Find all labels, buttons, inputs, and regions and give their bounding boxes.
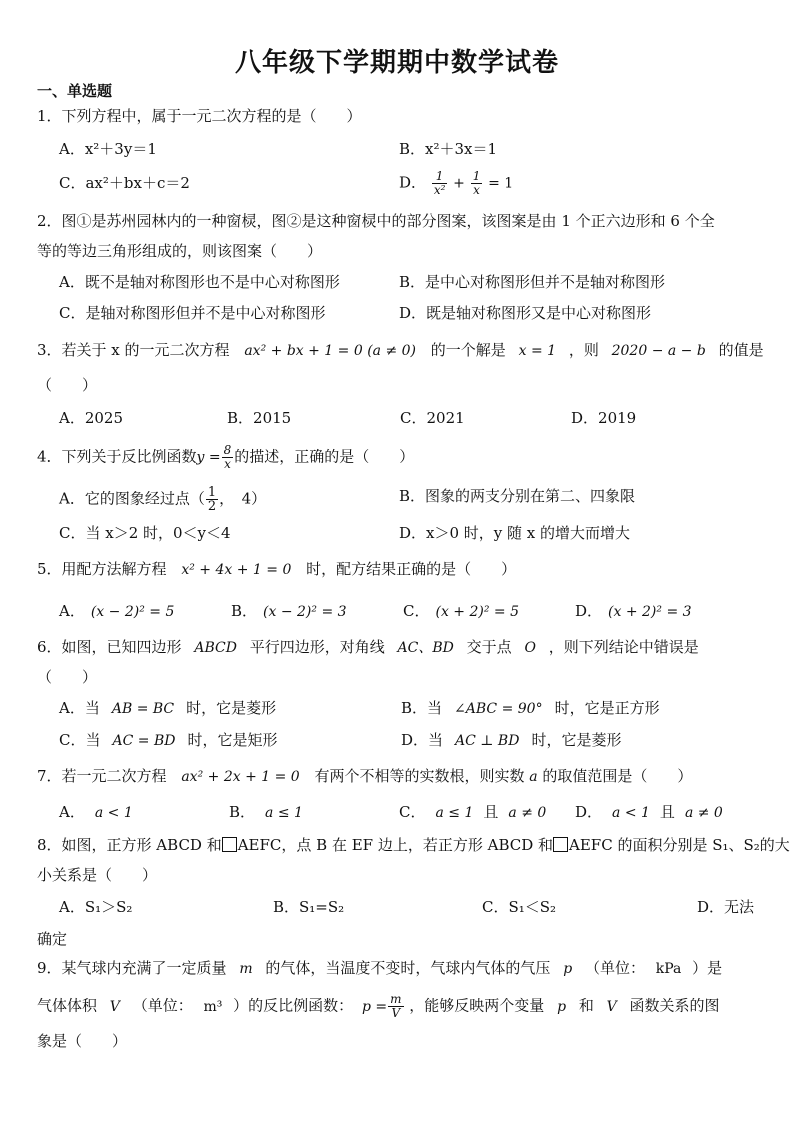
q1-d-f2-num: 1 — [472, 169, 481, 183]
q9-text-2: 的气体，当温度不变时，气球内气体的气压 — [265, 959, 551, 977]
q7-c-join: 且 — [483, 803, 499, 821]
q5-option-b[interactable] — [231, 601, 347, 622]
q6-acbd: AC、BD — [397, 640, 454, 656]
q2-option-a[interactable]: A．既不是轴对称图形也不是中心对称图形 — [59, 273, 340, 291]
q8-option-a[interactable]: A．S₁＞S₂ — [59, 898, 133, 916]
q4-f-den: x — [224, 457, 231, 471]
q7-d-label: D． — [575, 803, 603, 821]
q3-text-2: 的一个解是 — [430, 341, 506, 359]
q5-d-expr: (x + 2)² = 3 — [608, 604, 692, 620]
page-title: 八年级下学期期中数学试卷 — [234, 48, 559, 78]
q7-a-label: A． — [59, 803, 85, 821]
q4-text-2: 的描述，正确的是（ ） — [234, 447, 415, 466]
q9-f-den: V — [391, 1006, 401, 1020]
q6-b-label: B．当 — [401, 699, 443, 717]
q3-option-d[interactable]: D．2019 — [571, 409, 637, 427]
q5-b-label: B． — [231, 602, 258, 620]
q6-d-expr: AC ⊥ BD — [455, 733, 520, 749]
q4-func-lhs: y = — [196, 449, 221, 466]
q9-fraction — [388, 993, 403, 1020]
q3-option-a[interactable]: A．2025 — [59, 409, 124, 427]
q2-stem-line2: 等的等边三角形组成的，则该图案（ ） — [37, 242, 323, 260]
q3-paren: （ ） — [37, 376, 98, 394]
q6-a-expr: AB = BC — [111, 701, 175, 717]
q5-option-c[interactable] — [403, 601, 519, 622]
q7-option-d[interactable] — [575, 802, 723, 823]
q7-d-join: 且 — [659, 803, 675, 821]
q7-a: a — [529, 769, 538, 785]
q1-option-c[interactable]: C．ax²＋bx＋c＝2 — [59, 174, 190, 192]
q1-d-f1-num: 1 — [432, 170, 448, 184]
q9-stem-line1 — [37, 958, 722, 979]
q1-option-d[interactable] — [399, 170, 513, 197]
q4-option-d[interactable]: D．x＞0 时，y 随 x 的增大而增大 — [399, 524, 631, 542]
q7-b-label: B． — [229, 803, 256, 821]
q9-text-6: （单位： — [132, 996, 193, 1015]
q4-a-num: 1 — [207, 485, 217, 500]
q6-text-3: 交于点 — [466, 638, 512, 656]
q7-d-expr-2: a ≠ 0 — [684, 805, 723, 821]
q7-c-expr-1: a ≤ 1 — [435, 805, 474, 821]
q9-v: V — [109, 998, 120, 1015]
q8-text-1: 8．如图，正方形 ABCD 和 — [37, 836, 222, 854]
q1-d-tail: = 1 — [488, 175, 514, 192]
q6-d-tail: 时，它是菱形 — [531, 731, 622, 749]
q9-kpa: kPa — [655, 961, 682, 977]
q8-option-d[interactable]: D．无法 — [697, 898, 755, 916]
q5-text-2: 时，配方结果正确的是（ ） — [306, 560, 517, 578]
q9-text-5: 气体体积 — [37, 996, 98, 1015]
q4-a-fraction — [206, 486, 218, 513]
parallelogram-icon — [222, 837, 237, 852]
parallelogram-icon — [553, 837, 568, 852]
q9-stem-line2 — [37, 993, 720, 1020]
q6-c-label: C．当 — [59, 731, 101, 749]
q6-option-b[interactable] — [401, 698, 660, 719]
q8-option-b[interactable]: B．S₁=S₂ — [273, 898, 345, 916]
q1-d-plus: + — [453, 175, 465, 192]
q6-option-c[interactable] — [59, 730, 277, 751]
q6-text-4: ，则下列结论中错误是 — [548, 638, 699, 656]
q1-stem: 1．下列方程中，属于一元二次方程的是（ ） — [37, 107, 362, 125]
q9-m3: m³ — [203, 998, 223, 1015]
q9-text-8: ，能够反映两个变量 — [409, 996, 545, 1015]
q2-option-c[interactable]: C．是轴对称图形但并不是中心对称图形 — [59, 304, 326, 322]
q3-equation: ax² + bx + 1 = 0 (a ≠ 0) — [244, 343, 417, 359]
q9-text-10: 函数关系的图 — [629, 996, 720, 1015]
q6-text-2: 平行四边形，对角线 — [249, 638, 385, 656]
q1-option-b[interactable]: B．x²＋3x＝1 — [399, 140, 498, 158]
q9-text-4: ）是 — [692, 959, 723, 977]
q8-option-c[interactable]: C．S₁＜S₂ — [482, 898, 557, 916]
q6-option-a[interactable] — [59, 698, 276, 719]
q9-m: m — [239, 961, 253, 977]
q1-d-f2-den: x — [473, 183, 480, 197]
q1-d-fraction-2 — [471, 170, 483, 197]
q3-text-4: 的值是 — [718, 341, 764, 359]
q4-text-1: 4．下列关于反比例函数 — [37, 447, 197, 466]
q9-text-1: 9．某气球内充满了一定质量 — [37, 959, 227, 977]
q7-option-b[interactable] — [229, 802, 303, 823]
q9-p2: p — [557, 998, 567, 1015]
q8-option-d-cont: 确定 — [37, 930, 68, 948]
q6-a-label: A．当 — [59, 699, 100, 717]
q6-a-tail: 时，它是菱形 — [186, 699, 277, 717]
q9-p: p — [563, 961, 573, 977]
q9-text-7: ）的反比例函数： — [233, 996, 354, 1015]
q7-stem — [37, 766, 692, 787]
q6-paren: （ ） — [37, 668, 98, 686]
q1-d-f1-den: x² — [433, 183, 446, 197]
q3-option-b[interactable]: B．2015 — [227, 409, 292, 427]
q6-b-expr: ∠ABC = 90° — [454, 701, 543, 717]
q3-expression: 2020 − a − b — [611, 343, 706, 359]
q7-option-a[interactable] — [59, 802, 133, 823]
q2-option-b[interactable]: B．是中心对称图形但并不是轴对称图形 — [399, 273, 666, 291]
q7-b-expr: a ≤ 1 — [265, 805, 303, 821]
q7-option-c[interactable] — [399, 802, 546, 823]
q2-option-d[interactable]: D．既是轴对称图形又是中心对称图形 — [399, 304, 652, 322]
q6-abcd: ABCD — [194, 640, 237, 656]
q4-f-num: 8 — [223, 443, 232, 457]
q7-a-expr: a < 1 — [94, 805, 133, 821]
q5-a-label: A． — [59, 602, 85, 620]
q9-f-num: m — [390, 992, 402, 1006]
q7-text-1: 7．若一元二次方程 — [37, 767, 167, 785]
q7-equation: ax² + 2x + 1 = 0 — [181, 769, 300, 785]
q6-o: O — [524, 640, 536, 656]
q5-option-a[interactable] — [59, 601, 174, 622]
q3-option-c[interactable]: C．2021 — [400, 409, 465, 427]
q4-a-text-1: A．它的图象经过点（ — [59, 489, 205, 508]
q5-d-label: D． — [575, 602, 603, 620]
q5-c-expr: (x + 2)² = 5 — [435, 604, 519, 620]
q3-text-1: 3．若关于 x 的一元二次方程 — [37, 341, 230, 359]
q8-stem-line2: 小关系是（ ） — [37, 866, 158, 884]
q4-a-den: 2 — [207, 499, 217, 514]
section-heading: 一、单选题 — [37, 82, 113, 100]
q6-text-1: 6．如图，已知四边形 — [37, 638, 182, 656]
q4-option-b[interactable]: B．图象的两支分别在第二、四象限 — [399, 487, 636, 505]
q1-d-fraction-1 — [432, 170, 448, 197]
q5-text-1: 5．用配方法解方程 — [37, 560, 167, 578]
q4-a-text-2: ， 4） — [219, 489, 267, 508]
q5-stem — [37, 559, 516, 580]
q4-fraction — [222, 444, 234, 471]
q9-func-lhs: p = — [361, 998, 388, 1015]
q8-stem-line1 — [37, 835, 790, 855]
q3-stem — [37, 340, 764, 361]
q4-option-a[interactable] — [59, 486, 266, 513]
q4-option-c[interactable]: C．当 x＞2 时，0＜y＜4 — [59, 524, 231, 542]
q8-text-2: AEFC，点 B 在 EF 边上，若正方形 ABCD 和 — [237, 836, 554, 854]
q2-stem-line1: 2．图①是苏州园林内的一种窗棂，图②是这种窗棂中的部分图案，该图案是由 1 个正六边形和 6 个全 — [37, 212, 715, 230]
q9-stem-line3: 象是（ ） — [37, 1032, 128, 1050]
q6-option-d[interactable] — [401, 730, 621, 751]
q3-solution: x = 1 — [518, 343, 557, 359]
q7-c-expr-2: a ≠ 0 — [508, 805, 547, 821]
q5-a-expr: (x − 2)² = 5 — [90, 604, 175, 620]
q9-text-3: （单位： — [584, 959, 645, 977]
q9-v2: V — [606, 998, 617, 1015]
q4-stem — [37, 444, 414, 471]
q5-equation: x² + 4x + 1 = 0 — [181, 562, 292, 578]
q6-b-tail: 时，它是正方形 — [554, 699, 660, 717]
q1-option-a[interactable]: A．x²＋3y＝1 — [59, 140, 157, 158]
q7-c-label: C． — [399, 803, 426, 821]
q7-text-2: 有两个不相等的实数根，则实数 — [314, 767, 525, 785]
q5-c-label: C． — [403, 602, 430, 620]
q1-d-label: D． — [399, 173, 427, 192]
q7-text-3: 的取值范围是（ ） — [542, 767, 693, 785]
q5-option-d[interactable] — [575, 601, 692, 622]
q6-c-tail: 时，它是矩形 — [187, 731, 278, 749]
q5-b-expr: (x − 2)² = 3 — [263, 604, 347, 620]
q8-text-3: AEFC 的面积分别是 S₁、S₂的大 — [569, 836, 790, 854]
q6-stem — [37, 637, 699, 658]
q9-text-9: 和 — [578, 996, 594, 1015]
q7-d-expr-1: a < 1 — [612, 805, 650, 821]
q3-text-3: ，则 — [568, 341, 599, 359]
q6-d-label: D．当 — [401, 731, 444, 749]
q6-c-expr: AC = BD — [112, 733, 176, 749]
